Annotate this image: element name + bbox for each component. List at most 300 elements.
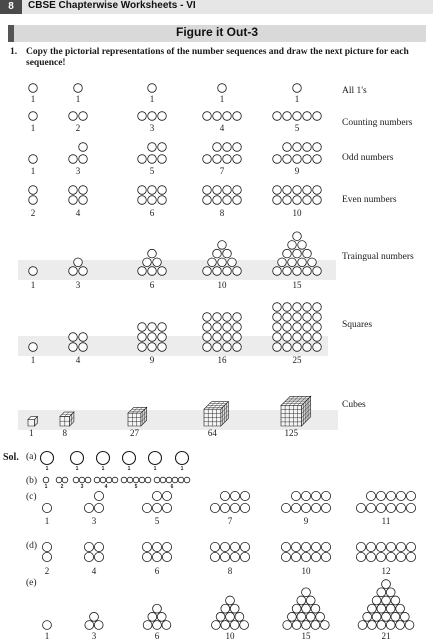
dot bbox=[273, 333, 282, 342]
dot bbox=[162, 503, 171, 512]
dot bbox=[297, 596, 306, 605]
sequence-label: 1 bbox=[75, 94, 81, 104]
dot bbox=[216, 612, 225, 621]
dot bbox=[230, 542, 239, 551]
sequence-label: 3 bbox=[149, 123, 155, 133]
dot bbox=[283, 112, 292, 121]
sequence-label: 6 bbox=[154, 631, 160, 641]
page-number: 8 bbox=[0, 0, 22, 14]
dot bbox=[303, 343, 312, 352]
dot bbox=[69, 333, 78, 342]
dot bbox=[356, 503, 365, 512]
dot bbox=[303, 313, 312, 322]
dot bbox=[406, 542, 415, 551]
sequence-name-counting: Counting numbers bbox=[342, 118, 413, 128]
dot bbox=[149, 452, 162, 465]
dot bbox=[138, 323, 147, 332]
dot bbox=[233, 343, 242, 352]
dot bbox=[313, 155, 322, 164]
dot bbox=[303, 333, 312, 342]
dot bbox=[311, 503, 320, 512]
dot bbox=[376, 542, 385, 551]
dot bbox=[203, 333, 212, 342]
dot bbox=[74, 84, 83, 93]
sequence-label: 1 bbox=[219, 94, 225, 104]
dot bbox=[223, 186, 232, 195]
dot bbox=[213, 267, 222, 276]
dot bbox=[213, 155, 222, 164]
dot bbox=[233, 155, 242, 164]
dot bbox=[391, 596, 400, 605]
question-text: Copy the pictorial representations of the number sequences and draw the next picture for each sequence! bbox=[26, 47, 409, 68]
dot bbox=[162, 621, 171, 630]
dot bbox=[223, 267, 232, 276]
dot bbox=[184, 477, 190, 483]
dot bbox=[273, 186, 282, 195]
solution-label: 1 bbox=[75, 466, 79, 472]
dot bbox=[223, 196, 232, 205]
dot bbox=[396, 552, 405, 561]
dot bbox=[29, 267, 38, 276]
dot bbox=[29, 343, 38, 352]
dot bbox=[303, 303, 312, 312]
dot bbox=[94, 477, 100, 483]
sequence-name-cubes: Cubes bbox=[342, 400, 366, 410]
dot bbox=[138, 155, 147, 164]
dot bbox=[240, 542, 249, 551]
sequence-label: 1 bbox=[30, 94, 36, 104]
dot bbox=[297, 612, 306, 621]
dot bbox=[293, 84, 302, 93]
dot bbox=[406, 503, 415, 512]
dot bbox=[152, 503, 161, 512]
dot bbox=[100, 477, 106, 483]
solution-part-a: (a) bbox=[26, 452, 37, 462]
dot bbox=[178, 477, 184, 483]
dot bbox=[240, 552, 249, 561]
dot bbox=[303, 112, 312, 121]
dot bbox=[240, 491, 249, 500]
dot bbox=[358, 621, 367, 630]
solution-label: 1 bbox=[44, 484, 48, 490]
dot bbox=[162, 491, 171, 500]
dot bbox=[213, 249, 222, 258]
dot bbox=[298, 241, 307, 250]
dot bbox=[303, 155, 312, 164]
dot bbox=[42, 552, 51, 561]
dot bbox=[283, 267, 292, 276]
sequence-label: 10 bbox=[292, 208, 302, 218]
dot bbox=[121, 477, 127, 483]
sequence-label: 8 bbox=[219, 208, 225, 218]
sequence-label: 3 bbox=[75, 280, 81, 290]
dot bbox=[69, 186, 78, 195]
dot bbox=[152, 552, 161, 561]
sequence-label: 6 bbox=[154, 566, 160, 576]
dot bbox=[376, 552, 385, 561]
dot bbox=[301, 542, 310, 551]
dot bbox=[142, 552, 151, 561]
sequence-label: 1 bbox=[149, 94, 155, 104]
sequence-label: 2 bbox=[75, 123, 81, 133]
solution-label: 1 bbox=[153, 466, 157, 472]
solution-label: 1 bbox=[45, 466, 49, 472]
dot bbox=[288, 258, 297, 267]
dot bbox=[288, 612, 297, 621]
dot bbox=[158, 186, 167, 195]
dot bbox=[366, 503, 375, 512]
dot bbox=[220, 542, 229, 551]
dot bbox=[73, 477, 79, 483]
dot bbox=[313, 112, 322, 121]
dot bbox=[160, 477, 166, 483]
dot bbox=[293, 155, 302, 164]
sequence-label: 11 bbox=[381, 516, 391, 526]
dot bbox=[356, 552, 365, 561]
dot bbox=[377, 588, 386, 597]
dot bbox=[203, 112, 212, 121]
solution-part-c: (c) bbox=[26, 492, 37, 502]
dot bbox=[391, 612, 400, 621]
sequence-label: 2 bbox=[44, 566, 50, 576]
dot bbox=[143, 258, 152, 267]
dot bbox=[220, 491, 229, 500]
dot bbox=[382, 580, 391, 589]
solution-label: 5 bbox=[134, 484, 138, 490]
dot bbox=[97, 452, 110, 465]
dot bbox=[106, 477, 112, 483]
dot bbox=[90, 612, 99, 621]
dot bbox=[386, 503, 395, 512]
dot bbox=[281, 503, 290, 512]
sequence-label: 1 bbox=[44, 516, 50, 526]
dot bbox=[166, 477, 172, 483]
solution-label: 6 bbox=[170, 484, 174, 490]
dot bbox=[213, 323, 222, 332]
dot bbox=[138, 267, 147, 276]
sequence-label: 3 bbox=[75, 166, 81, 176]
dot bbox=[382, 596, 391, 605]
dot bbox=[94, 621, 103, 630]
solution-label: 4 bbox=[104, 484, 108, 490]
dot bbox=[240, 621, 249, 630]
dot bbox=[306, 596, 315, 605]
sequence-label: 15 bbox=[292, 280, 302, 290]
dot bbox=[29, 112, 38, 121]
dot bbox=[43, 477, 49, 483]
dot bbox=[208, 258, 217, 267]
dot bbox=[311, 542, 320, 551]
dot bbox=[366, 491, 375, 500]
dot bbox=[313, 323, 322, 332]
dot bbox=[303, 186, 312, 195]
sequence-label: 5 bbox=[294, 123, 300, 133]
dot bbox=[85, 621, 94, 630]
dot bbox=[94, 491, 103, 500]
sequence-label: 27 bbox=[129, 428, 139, 438]
dot bbox=[158, 143, 167, 152]
dot bbox=[162, 542, 171, 551]
dot bbox=[203, 196, 212, 205]
dot bbox=[293, 249, 302, 258]
dot bbox=[213, 143, 222, 152]
dot bbox=[233, 313, 242, 322]
solution-label: 1 bbox=[127, 466, 131, 472]
dot bbox=[42, 542, 51, 551]
dot bbox=[153, 604, 162, 613]
cube-front-face bbox=[28, 420, 35, 427]
solution-part-d: (d) bbox=[26, 541, 38, 551]
dot bbox=[313, 267, 322, 276]
dot bbox=[396, 542, 405, 551]
sequence-label: 12 bbox=[381, 566, 391, 576]
dot bbox=[281, 542, 290, 551]
dot bbox=[127, 477, 133, 483]
sequence-label: 125 bbox=[284, 428, 298, 438]
dot bbox=[112, 477, 118, 483]
dot bbox=[148, 343, 157, 352]
sequence-label: 1 bbox=[294, 94, 300, 104]
sequence-label: 5 bbox=[149, 166, 155, 176]
dot bbox=[283, 303, 292, 312]
dot bbox=[386, 588, 395, 597]
dot bbox=[79, 112, 88, 121]
dot bbox=[154, 477, 160, 483]
dot bbox=[74, 258, 83, 267]
sequence-label: 16 bbox=[217, 355, 227, 365]
dot bbox=[172, 477, 178, 483]
dot bbox=[303, 196, 312, 205]
dot bbox=[302, 604, 311, 613]
dot bbox=[386, 552, 395, 561]
dot bbox=[283, 621, 292, 630]
dot bbox=[158, 343, 167, 352]
sequence-label: 9 bbox=[149, 355, 155, 365]
dot bbox=[283, 313, 292, 322]
dot bbox=[377, 621, 386, 630]
dot bbox=[293, 143, 302, 152]
dot bbox=[283, 186, 292, 195]
dot bbox=[84, 503, 93, 512]
dot bbox=[142, 503, 151, 512]
dot bbox=[273, 303, 282, 312]
solution-label: 1 bbox=[180, 466, 184, 472]
dot bbox=[301, 503, 310, 512]
section-title: Figure it Out-3 bbox=[176, 25, 258, 39]
dot bbox=[79, 333, 88, 342]
sequence-label: 7 bbox=[227, 516, 233, 526]
solution-part-b: (b) bbox=[26, 476, 38, 486]
dot bbox=[356, 542, 365, 551]
dot bbox=[293, 186, 302, 195]
sequence-label: 1 bbox=[29, 428, 34, 438]
dot bbox=[79, 196, 88, 205]
dot bbox=[233, 186, 242, 195]
dot bbox=[226, 612, 235, 621]
dot bbox=[301, 491, 310, 500]
sequence-label: 7 bbox=[219, 166, 225, 176]
dot bbox=[223, 323, 232, 332]
dot bbox=[363, 612, 372, 621]
dot bbox=[148, 249, 157, 258]
dot bbox=[313, 143, 322, 152]
dot bbox=[230, 604, 239, 613]
dot bbox=[84, 552, 93, 561]
dot bbox=[376, 491, 385, 500]
dot bbox=[223, 343, 232, 352]
dot bbox=[218, 241, 227, 250]
sequence-name-triangular: Traingual numbers bbox=[342, 252, 414, 262]
dot bbox=[321, 552, 330, 561]
dot bbox=[303, 267, 312, 276]
dot bbox=[293, 343, 302, 352]
sequence-label: 6 bbox=[149, 208, 155, 218]
sequence-label: 1 bbox=[30, 355, 36, 365]
dot bbox=[79, 267, 88, 276]
dot bbox=[148, 143, 157, 152]
dot bbox=[311, 552, 320, 561]
dot bbox=[377, 604, 386, 613]
dot bbox=[368, 604, 377, 613]
dot bbox=[293, 232, 302, 241]
sequence-label: 3 bbox=[91, 631, 97, 641]
dot bbox=[94, 542, 103, 551]
dot bbox=[138, 343, 147, 352]
dot bbox=[291, 552, 300, 561]
dot bbox=[213, 343, 222, 352]
dot bbox=[220, 503, 229, 512]
dot bbox=[311, 604, 320, 613]
dot bbox=[313, 333, 322, 342]
dot bbox=[283, 143, 292, 152]
dot bbox=[291, 491, 300, 500]
cube-front-face bbox=[281, 406, 302, 427]
sequence-name-odd: Odd numbers bbox=[342, 153, 394, 163]
sequence-label: 9 bbox=[303, 516, 309, 526]
dot bbox=[148, 267, 157, 276]
dot bbox=[273, 313, 282, 322]
sequence-name-squares: Squares bbox=[342, 320, 373, 330]
dot bbox=[148, 323, 157, 332]
dot bbox=[311, 491, 320, 500]
dot bbox=[230, 552, 239, 561]
dot bbox=[123, 452, 136, 465]
dot bbox=[94, 552, 103, 561]
sequence-label: 64 bbox=[207, 428, 217, 438]
sequence-label: 4 bbox=[75, 355, 81, 365]
dot bbox=[148, 333, 157, 342]
sequence-name-all-ones: All 1's bbox=[342, 86, 367, 96]
dot bbox=[56, 477, 62, 483]
dot bbox=[405, 621, 414, 630]
dot bbox=[79, 477, 85, 483]
cube-front-face bbox=[128, 413, 141, 426]
dot bbox=[203, 313, 212, 322]
dot bbox=[138, 196, 147, 205]
dot bbox=[203, 323, 212, 332]
dot bbox=[218, 84, 227, 93]
dot bbox=[298, 258, 307, 267]
sequence-label: 25 bbox=[292, 355, 302, 365]
dot bbox=[43, 621, 52, 630]
dot bbox=[213, 186, 222, 195]
sequence-label: 2 bbox=[30, 208, 36, 218]
dot bbox=[293, 267, 302, 276]
dot bbox=[396, 503, 405, 512]
dot bbox=[79, 155, 88, 164]
dot bbox=[233, 267, 242, 276]
dot bbox=[210, 542, 219, 551]
dot bbox=[372, 612, 381, 621]
dot bbox=[94, 503, 103, 512]
dot bbox=[293, 323, 302, 332]
dot bbox=[293, 333, 302, 342]
dot bbox=[306, 612, 315, 621]
dot bbox=[406, 552, 415, 561]
dot bbox=[273, 196, 282, 205]
dot bbox=[273, 343, 282, 352]
dot bbox=[303, 143, 312, 152]
dot bbox=[62, 477, 68, 483]
dot bbox=[400, 612, 409, 621]
book-title: CBSE Chapterwise Worksheets - VI bbox=[28, 0, 196, 11]
sequence-label: 5 bbox=[154, 516, 160, 526]
dot bbox=[69, 112, 78, 121]
dot bbox=[273, 267, 282, 276]
dot bbox=[313, 303, 322, 312]
dot bbox=[273, 323, 282, 332]
dot bbox=[223, 333, 232, 342]
dot bbox=[283, 155, 292, 164]
dot bbox=[291, 542, 300, 551]
dot bbox=[212, 621, 221, 630]
dot bbox=[386, 491, 395, 500]
dot bbox=[283, 323, 292, 332]
dot bbox=[320, 621, 329, 630]
dot bbox=[316, 612, 325, 621]
dot bbox=[283, 196, 292, 205]
dot bbox=[283, 343, 292, 352]
dot bbox=[213, 333, 222, 342]
dot bbox=[152, 491, 161, 500]
sequence-label: 9 bbox=[294, 166, 300, 176]
dot bbox=[293, 303, 302, 312]
question-number: 1. bbox=[10, 47, 18, 57]
dot bbox=[138, 112, 147, 121]
dot bbox=[321, 542, 330, 551]
dot bbox=[203, 186, 212, 195]
dot bbox=[85, 477, 91, 483]
dot bbox=[386, 621, 395, 630]
dot bbox=[226, 596, 235, 605]
sequence-label: 10 bbox=[217, 280, 227, 290]
dot bbox=[293, 196, 302, 205]
dot bbox=[158, 267, 167, 276]
dot bbox=[233, 323, 242, 332]
dot bbox=[29, 196, 38, 205]
dot bbox=[143, 621, 152, 630]
dot bbox=[145, 477, 151, 483]
dot bbox=[220, 552, 229, 561]
dot bbox=[235, 612, 244, 621]
dot bbox=[396, 621, 405, 630]
dot bbox=[213, 313, 222, 322]
dot bbox=[158, 196, 167, 205]
dot bbox=[366, 552, 375, 561]
dot bbox=[152, 542, 161, 551]
dot bbox=[69, 196, 78, 205]
dot bbox=[386, 604, 395, 613]
